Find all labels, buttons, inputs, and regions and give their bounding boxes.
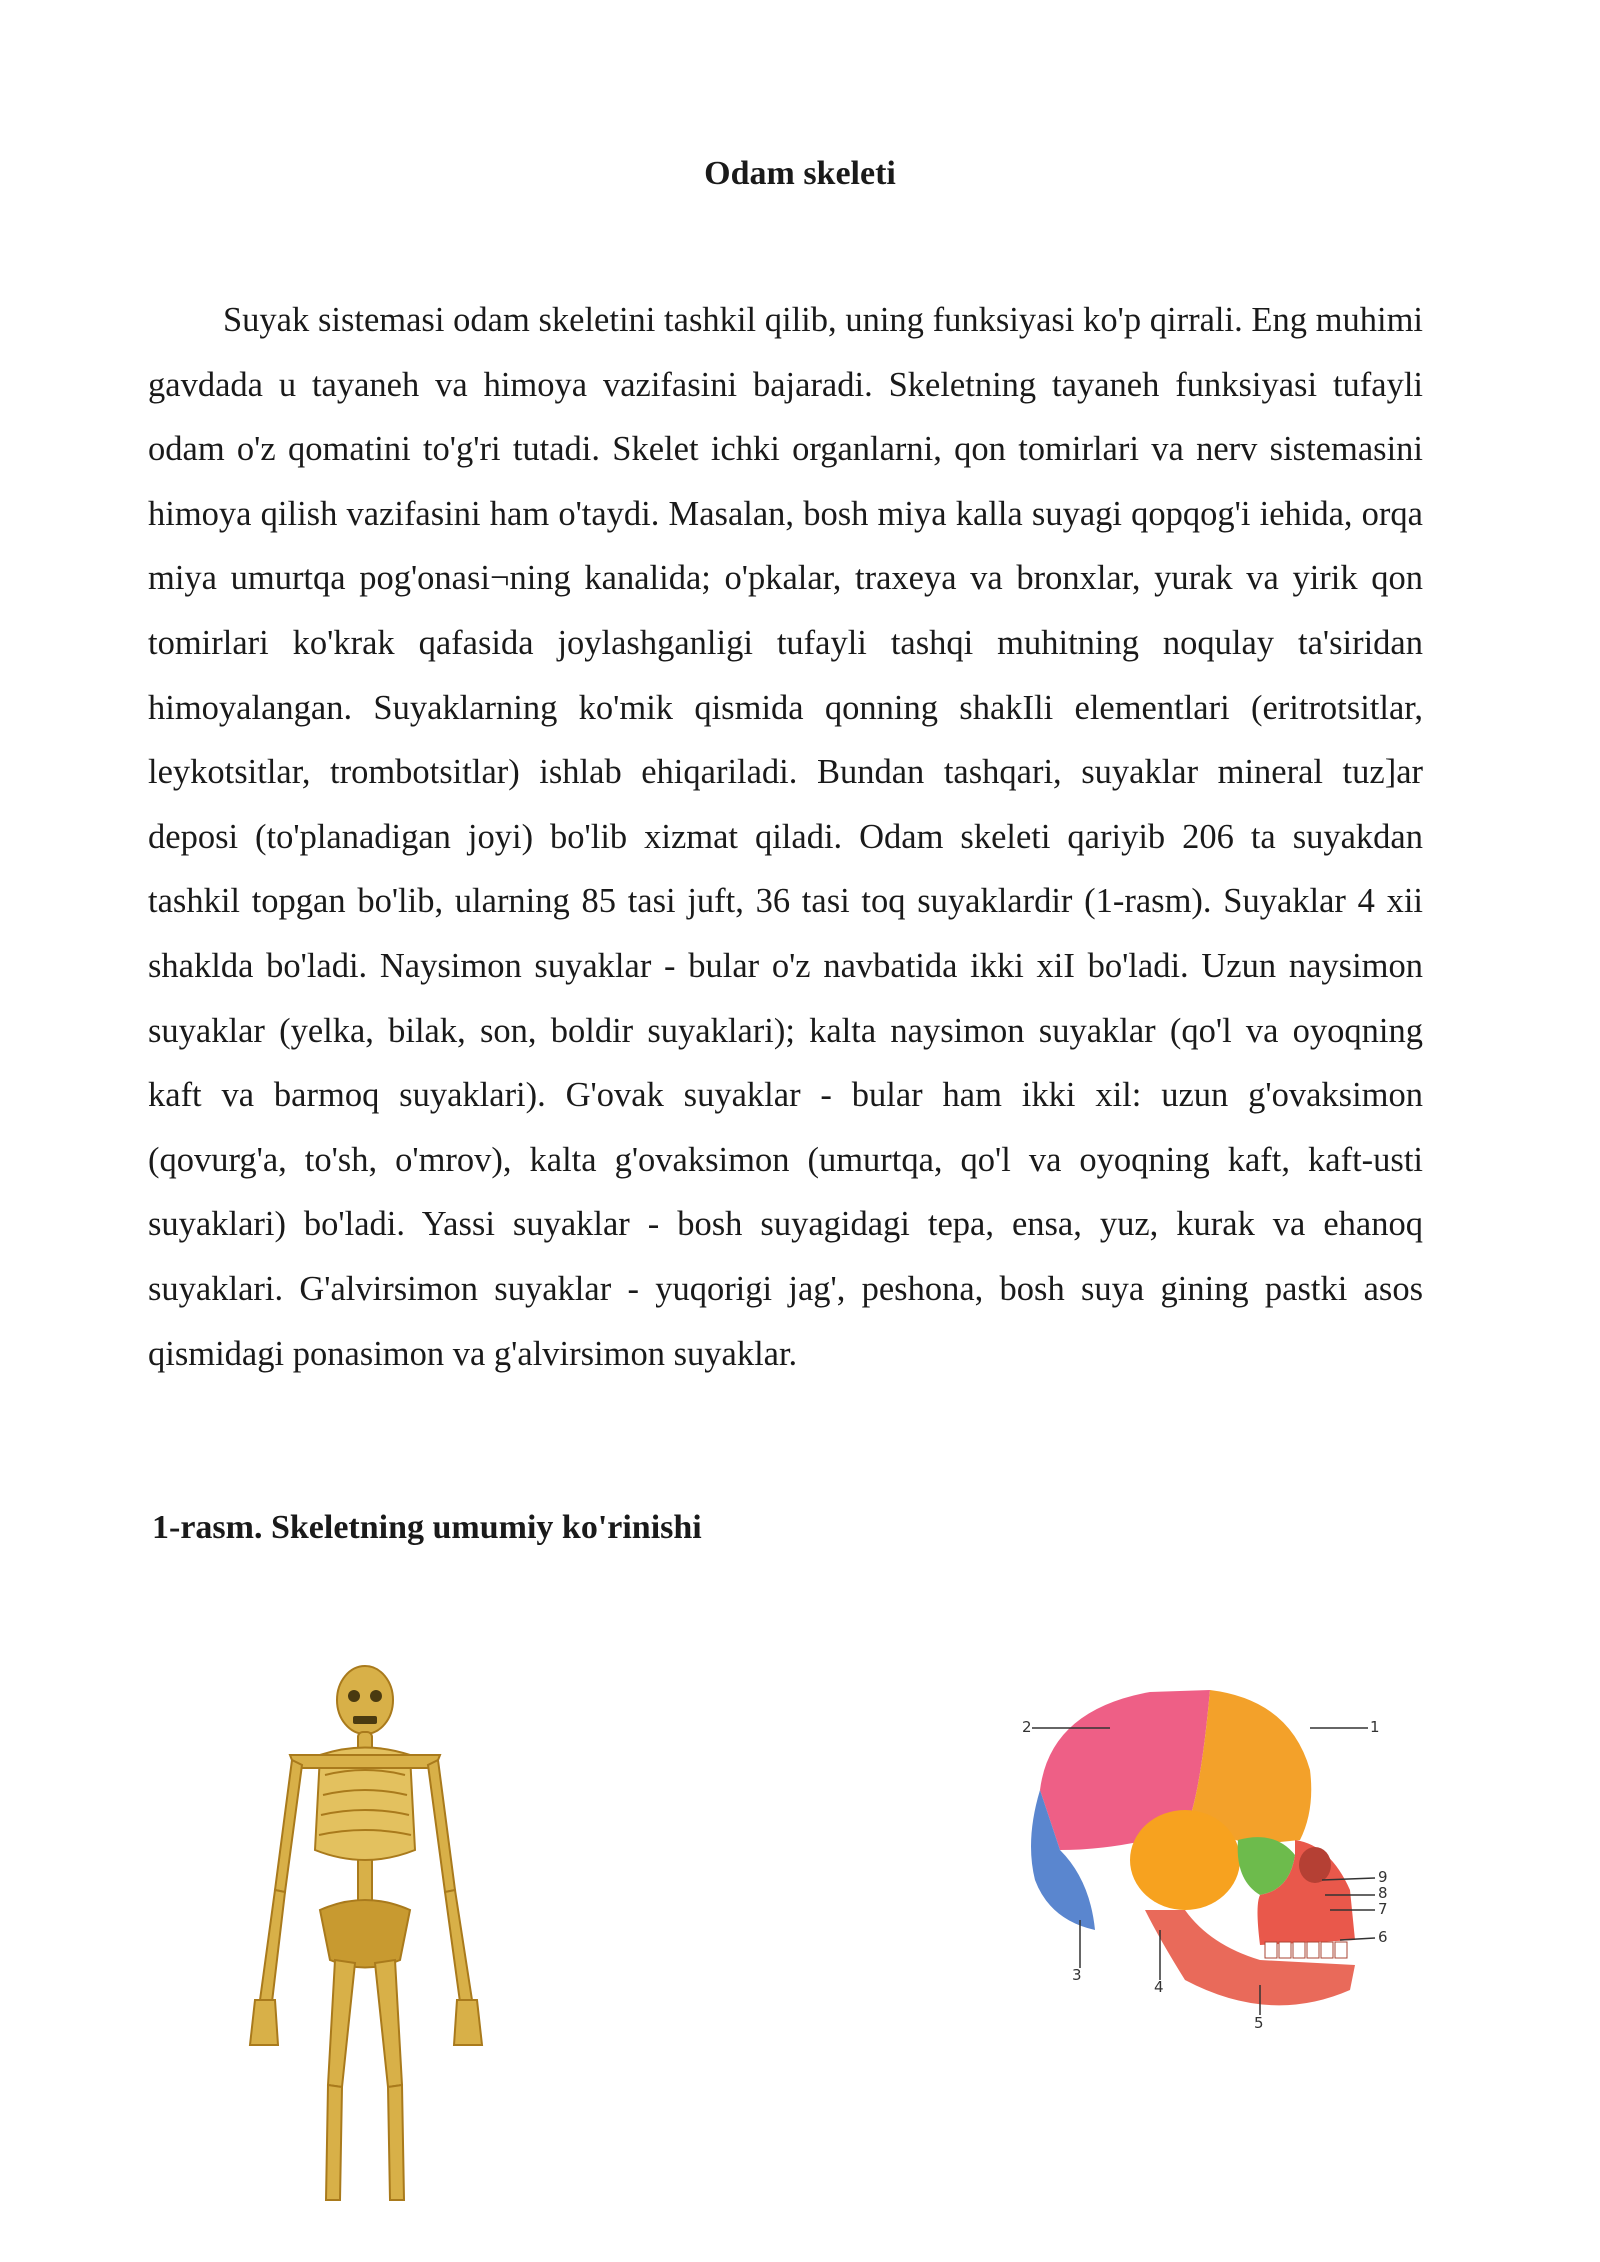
skull-label-4: 4 <box>1154 1978 1164 1996</box>
skull-label-6: 6 <box>1378 1928 1388 1946</box>
skull-label-7: 7 <box>1378 1900 1388 1918</box>
skull-bones-illustration <box>1010 1680 1440 2040</box>
body-paragraph: Suyak sistemasi odam skeletini tashkil qilib, uning funksiyasi ko'p qirrali. Eng muhimi gavdada u tayaneh va himoya vazifasini bajaradi. Skeletning tayaneh funksiyasi tufayli odam o'z qomatini to'g'ri tutadi. Skelet ichki organlarni, qon tomirlari va nerv sistemasini himoya qilish vazifasini ham o'taydi. Masalan, bosh miya kalla suyagi qopqog'i iehida, orqa miya umurtqa pog'onasi¬ning kanalida; o'pkalar, traxeya va bronxlar, yurak va yirik qon tomirlari ko'krak qafasida joylashganligi tufayli tashqi muhitning noqulay ta'siridan himoyalangan. Suyaklarning ko'mik qismida qonning shakIli elementlari (eritrotsitlar, leykotsitlar, trombotsitlar) ishlab ehiqariladi. Bundan tashqari, suyaklar mineral tuz]ar deposi (to'planadigan joyi) bo'lib xizmat qiladi. Odam skeleti qariyib 206 ta suyakdan tashkil topgan bo'lib, ularning 85 tasi juft, 36 tasi toq suyaklardir (1-rasm). Suyaklar 4 xii shaklda bo'ladi. Naysimon suyaklar - bular o'z navbatida ikki xiI bo'ladi. Uzun naysimon suyaklar (yelka, bilak, son, boldir suyaklari); kalta naysimon suyaklar (qo'l va oyoqning kaft va barmoq suyaklari). G'ovak suyaklar - bular ham ikki xil: uzun g'ovaksimon (qovurg'a, to'sh, o'mrov), kalta g'ovaksimon (umurtqa, qo'l va oyoqning kaft, kaft-usti suyaklari) bo'ladi. Yassi suyaklar - bosh suyagidagi tepa, ensa, yuz, kurak va ehanoq suyaklari. G'alvirsimon suyaklar - yuqorigi jag', peshona, bosh suya gining pastki asos qismidagi ponasimon va g'alvirsimon suyaklar. <box>148 301 1423 1373</box>
skull-label-2: 2 <box>1022 1718 1032 1736</box>
figure-caption: 1-rasm. Skeletning umumiy ko'rinishi <box>152 1509 702 1546</box>
skull-label-3: 3 <box>1072 1966 1082 1984</box>
skull-label-9: 9 <box>1378 1868 1388 1886</box>
human-skeleton-illustration <box>240 1660 520 2220</box>
skull-label-5: 5 <box>1254 2014 1264 2032</box>
page-title: Odam skeleti <box>704 155 896 192</box>
skull-label-8: 8 <box>1378 1884 1388 1902</box>
skull-label-1: 1 <box>1370 1718 1380 1736</box>
